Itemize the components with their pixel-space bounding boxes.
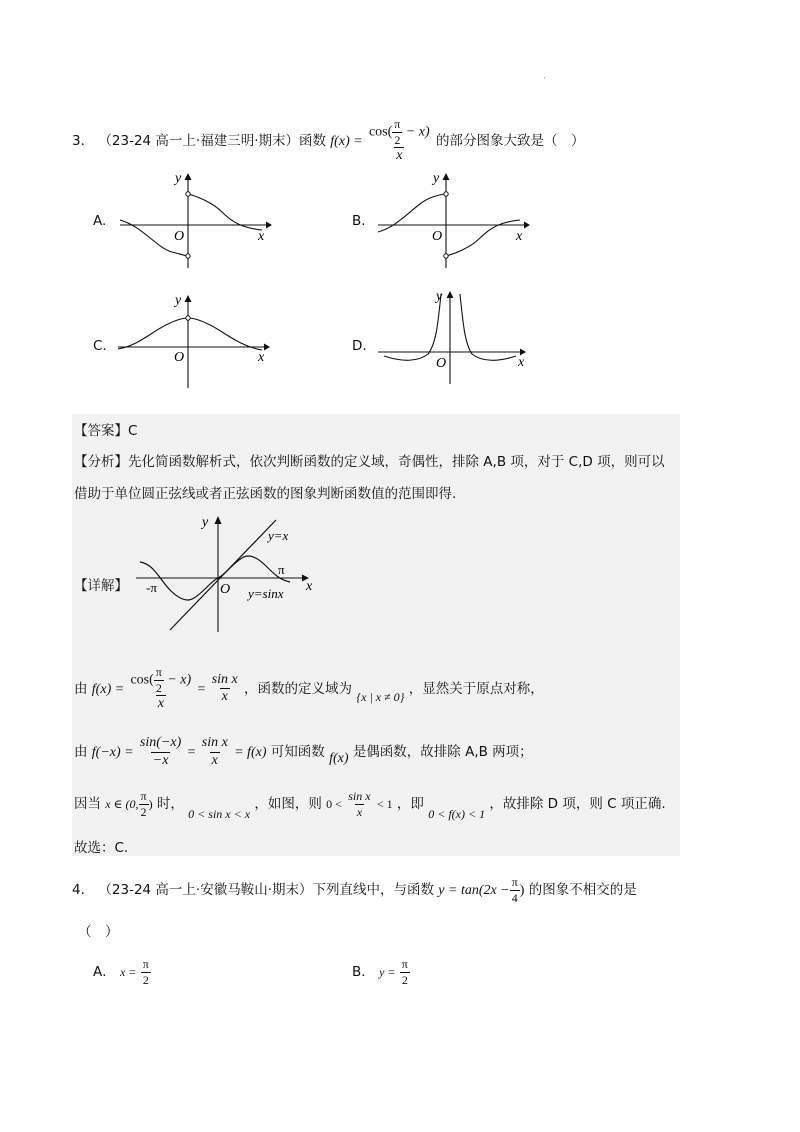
step-2 (74, 736, 533, 768)
q3-func-lhs: f(x) = (330, 133, 363, 149)
step1-lhs: f(x) = (91, 681, 125, 697)
conclusion: 故选：C. (74, 840, 129, 856)
page-mark: · (543, 74, 546, 84)
step3-two: 2 (140, 804, 147, 819)
q4-option-b-label: B． (352, 964, 375, 981)
graph-pi: π (278, 562, 285, 577)
answer-value: C (128, 423, 138, 439)
q3-option-d-graph[interactable] (372, 284, 532, 388)
q3-option-b-graph[interactable] (370, 170, 530, 270)
q3-b-x-label: x (516, 229, 523, 244)
analysis-text-1: 先化简函数解析式，依次判断函数的定义域，奇偶性，排除 A,B 项，对于 C,D 项，则可以 (128, 454, 665, 470)
step3-ineq3: 0 < f(x) < 1 (428, 807, 486, 822)
step2-lhs: f(−x) = (91, 745, 134, 761)
q3-a-origin: O (174, 229, 185, 244)
q4-option-a-lhs: x = (120, 965, 137, 980)
step1-tail: ，显然关于原点对称， (408, 680, 544, 697)
q4-option-a[interactable] (93, 958, 151, 986)
step2-num1: sin(−x) (139, 735, 182, 750)
step1-sin-fraction (210, 673, 240, 705)
q3-c-y-label: y (175, 293, 182, 308)
step1-num-pre: cos( (130, 672, 154, 688)
step-3 (74, 789, 666, 822)
step3-prefix: 因当 (74, 796, 101, 813)
step2-num2: sin x (201, 735, 228, 750)
q4-option-a-frac (141, 958, 151, 986)
step1-mid: ，函数的定义域为 (244, 680, 353, 697)
step3-pi-over-two (139, 790, 149, 818)
answer-line (74, 419, 137, 439)
step3-ineq2-num: sin x (348, 789, 371, 803)
q3-option-c-label[interactable]: C. (93, 338, 107, 354)
q3-source: （23-24 高一上·福建三明·期末）函数 (98, 132, 326, 149)
q3-pi: π (394, 117, 401, 131)
step2-frac-1 (138, 736, 183, 768)
q4-pi-over-four (510, 876, 520, 904)
q3-c-origin: O (174, 350, 185, 365)
step2-mid: 可知函数 (270, 744, 325, 761)
step3-ineq2-post: < 1 (376, 797, 393, 812)
step2-eq1: = (187, 745, 196, 761)
q4-option-a-label: A． (93, 964, 116, 981)
graph-curve-label: y=sinx (248, 586, 284, 601)
step3-shi: 时， (156, 796, 184, 813)
step2-fx: f(x) (329, 751, 349, 767)
step1-den: x (157, 696, 164, 712)
q3-b-y-label: y (433, 171, 440, 186)
q3-d-origin: O (436, 356, 447, 371)
step3-ineq2-pre: 0 < (326, 797, 342, 812)
q3-c-x-label: x (258, 350, 265, 365)
step1-pi: π (155, 665, 162, 679)
step3-cond-post: ) (148, 797, 153, 812)
q4-option-a-num: π (142, 957, 149, 971)
step3-ineq2-den: x (356, 804, 363, 819)
step2-frac-2 (200, 736, 230, 768)
detail-label: 【详解】 (74, 578, 128, 594)
q4-option-b-num: π (401, 957, 408, 971)
step3-tail: ，故排除 D 项，则 C 项正确. (489, 796, 666, 813)
q3-func-den: x (396, 148, 403, 164)
step1-two: 2 (155, 680, 162, 695)
graph-x-label: x (306, 579, 313, 594)
step-1 (74, 666, 544, 712)
graph-neg-pi: -π (146, 580, 157, 595)
q4-func-pre: y = tan(2x − (438, 883, 510, 899)
q4-option-b[interactable] (352, 958, 410, 986)
graph-y-label: y (202, 515, 209, 530)
step1-num-post: − x) (163, 672, 192, 688)
q4-option-b-lhs: y = (379, 965, 396, 980)
graph-line-label: y=x (268, 528, 289, 543)
step2-den2: x (211, 752, 218, 768)
q4-four: 4 (511, 890, 518, 905)
q3-option-c-graph[interactable] (112, 290, 272, 390)
step1-pi-over-two (154, 666, 164, 694)
q4-option-b-frac (400, 958, 410, 986)
step1-prefix: 由 (74, 680, 88, 697)
q3-pi-over-two (392, 118, 402, 146)
step2-eq2: = f(x) (234, 745, 267, 761)
q4-paren: （ ） (78, 924, 119, 940)
analysis-line-2: 借助于单位圆正弦线或者正弦函数的图象判断函数值的范围即得. (74, 486, 457, 502)
q4-option-b-den: 2 (401, 972, 408, 987)
step3-ineq1: 0 < sin x < x (188, 807, 251, 822)
step1-sin-num: sin x (211, 671, 238, 687)
q3-two: 2 (394, 132, 401, 147)
q4-option-a-den: 2 (142, 972, 149, 987)
step3-ineq2-frac (346, 790, 372, 818)
analysis-label: 【分析】 (74, 454, 128, 470)
q3-a-y-label: y (175, 171, 182, 186)
q3-option-d-label[interactable]: D. (352, 338, 367, 354)
step1-cos-fraction (128, 666, 193, 712)
q3-number: 3． (72, 132, 95, 149)
q3-header (72, 118, 584, 164)
q3-d-x-label: x (518, 355, 525, 370)
step3-cond-pre: x ∈ (0, (105, 797, 139, 812)
step2-den1: −x (152, 752, 169, 768)
step1-eq: = (197, 681, 206, 697)
q3-d-y-label: y (436, 289, 443, 304)
step3-ji: ，即 (396, 796, 424, 813)
q4-number: 4． (72, 882, 95, 899)
q3-option-a-label[interactable]: A. (93, 213, 107, 229)
q3-func-num-post: − x) (402, 124, 430, 140)
step1-domain: {x | x ≠ 0} (356, 689, 405, 704)
graph-origin: O (220, 582, 231, 597)
q3-func-num-pre: cos( (368, 124, 393, 140)
step1-sin-den: x (221, 689, 228, 705)
q3-option-a-graph[interactable] (112, 170, 272, 270)
q4-header (72, 876, 637, 904)
step2-prefix: 由 (74, 744, 88, 761)
answer-label: 【答案】 (74, 423, 128, 439)
q3-a-x-label: x (258, 229, 265, 244)
q4-tail: 的图象不相交的是 (528, 882, 637, 899)
step2-tail: 是偶函数，故排除 A,B 两项； (352, 744, 533, 761)
analysis-line-1 (74, 450, 665, 470)
q3-b-origin: O (432, 229, 443, 244)
step3-mid: ，如图，则 (254, 796, 322, 813)
q4-func-post: ) (519, 883, 525, 899)
step3-pi: π (140, 789, 147, 803)
q4-pi: π (511, 875, 518, 889)
q4-source: （23-24 高一上·安徽马鞍山·期末）下列直线中，与函数 (98, 882, 434, 899)
q3-func-fraction (367, 118, 432, 164)
q3-option-b-label[interactable]: B. (352, 213, 366, 229)
q3-tail: 的部分图象大致是（ ） (435, 132, 585, 149)
sine-vs-line-graph (130, 510, 320, 636)
